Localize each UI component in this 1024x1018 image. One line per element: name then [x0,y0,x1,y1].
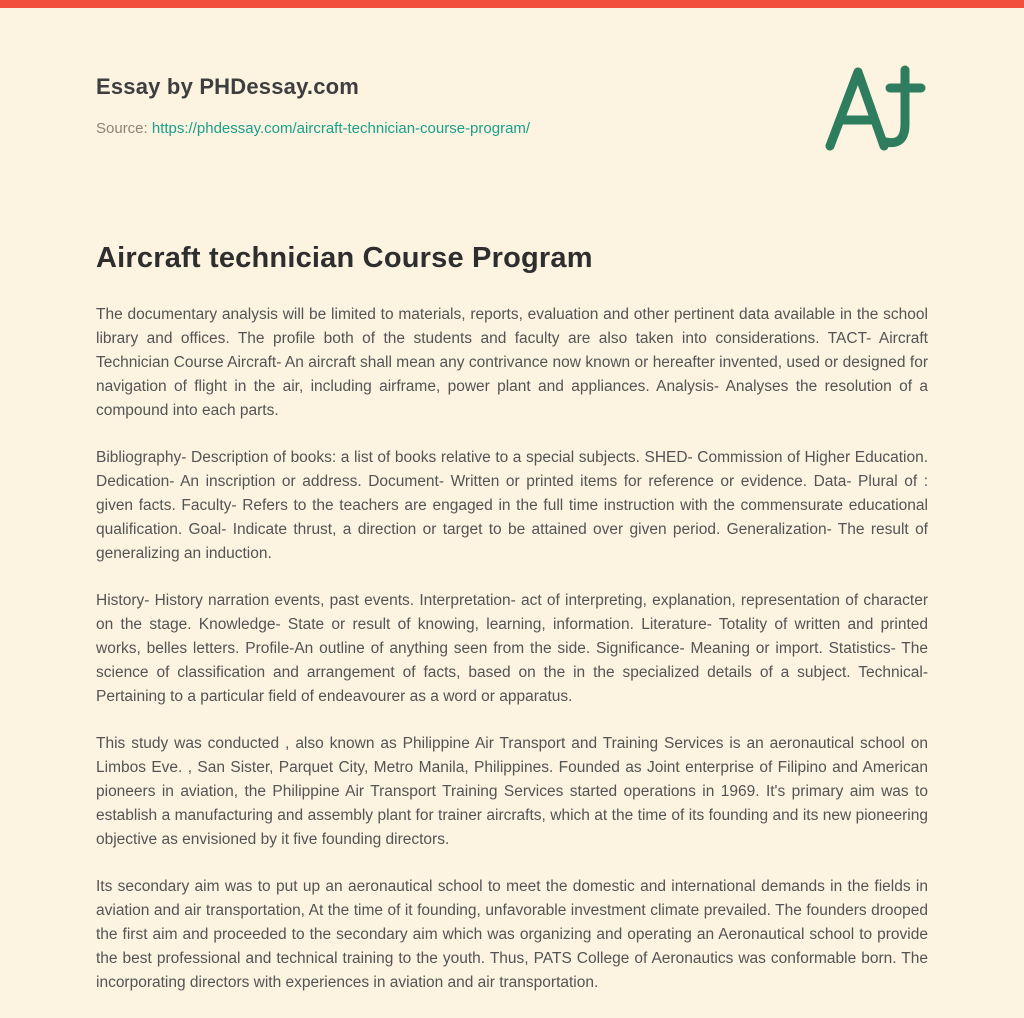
top-accent-bar [0,0,1024,8]
content-container [96,8,928,995]
essay-body [96,303,928,995]
essay-paragraph: History- History narration events, past events. Interpretation- act of interpreting, explanation, representation of character on the stage. Knowledge- State or result of knowing, learning, information. Literature- Totality of written and printed works, belles letters. Profile-An outline of anything seen from the side. Significance- Meaning or import. Statistics- The science of classification and arrangement of facts, based on the in the specialized details of a subject. Technical- Pertaining to a particular field of endeavourer as a word or apparatus. [96,592,928,705]
header-text-block [96,74,530,137]
essay-paragraph: Bibliography- Description of books: a list of books relative to a special subjects. SHED- Commission of Higher Education. Dedication- An inscription or address. Document- Written or printed items for reference or evidence. Data- Plural of : given facts. Faculty- Refers to the teachers are engaged in the full time instruction with the commensurate educational qualification. Goal- Indicate thrust, a direction or target to be attained over given period. Generalization- The result of generalizing an induction. [96,449,928,562]
essay-byline: Essay by PHDessay.com [96,74,360,99]
page-title: Aircraft technician Course Program [96,242,593,274]
source-url-link[interactable]: https://phdessay.com/aircraft-technician-course-program/ [151,120,531,137]
essay-paragraph: Its secondary aim was to put up an aeronautical school to meet the domestic and international demands in the fields in aviation and air transportation, At the time of it founding, unfavorable investment climate prevailed. The founders drooped the first aim and proceeded to the secondary aim which was organizing and operating an Aeronautical school to provide the best professional and technical training to the youth. Thus, PATS College of Aeronautics was conformable born. The incorporating directors with experiences in aviation and air transportation. [96,878,928,991]
phdessay-a-plus-logo-icon [822,62,926,154]
source-label: Source: [96,120,148,137]
essay-paragraph: The documentary analysis will be limited to materials, reports, evaluation and other pertinent data available in the school library and offices. The profile both of the students and faculty are also taken into considerations. TACT- Aircraft Technician Course Aircraft- An aircraft shall mean any contrivance now known or hereafter invented, used or designed for navigation of flight in the air, including airframe, power plant and appliances. Analysis- Analyses the resolution of a compound into each parts. [96,306,928,419]
essay-paragraph: This study was conducted , also known as Philippine Air Transport and Training Services is an aeronautical school on Limbos Eve. , San Sister, Parquet City, Metro Manila, Philippines. Founded as Joint enterprise of Filipino and American pioneers in aviation, the Philippine Air Transport Training Services started operations in 1969. It's primary aim was to establish a manufacturing and assembly plant for trainer aircrafts, which at the time of its founding and its new pioneering objective as envisioned by it five founding directors. [96,735,928,848]
page-header [96,74,928,154]
source-line [96,120,530,137]
